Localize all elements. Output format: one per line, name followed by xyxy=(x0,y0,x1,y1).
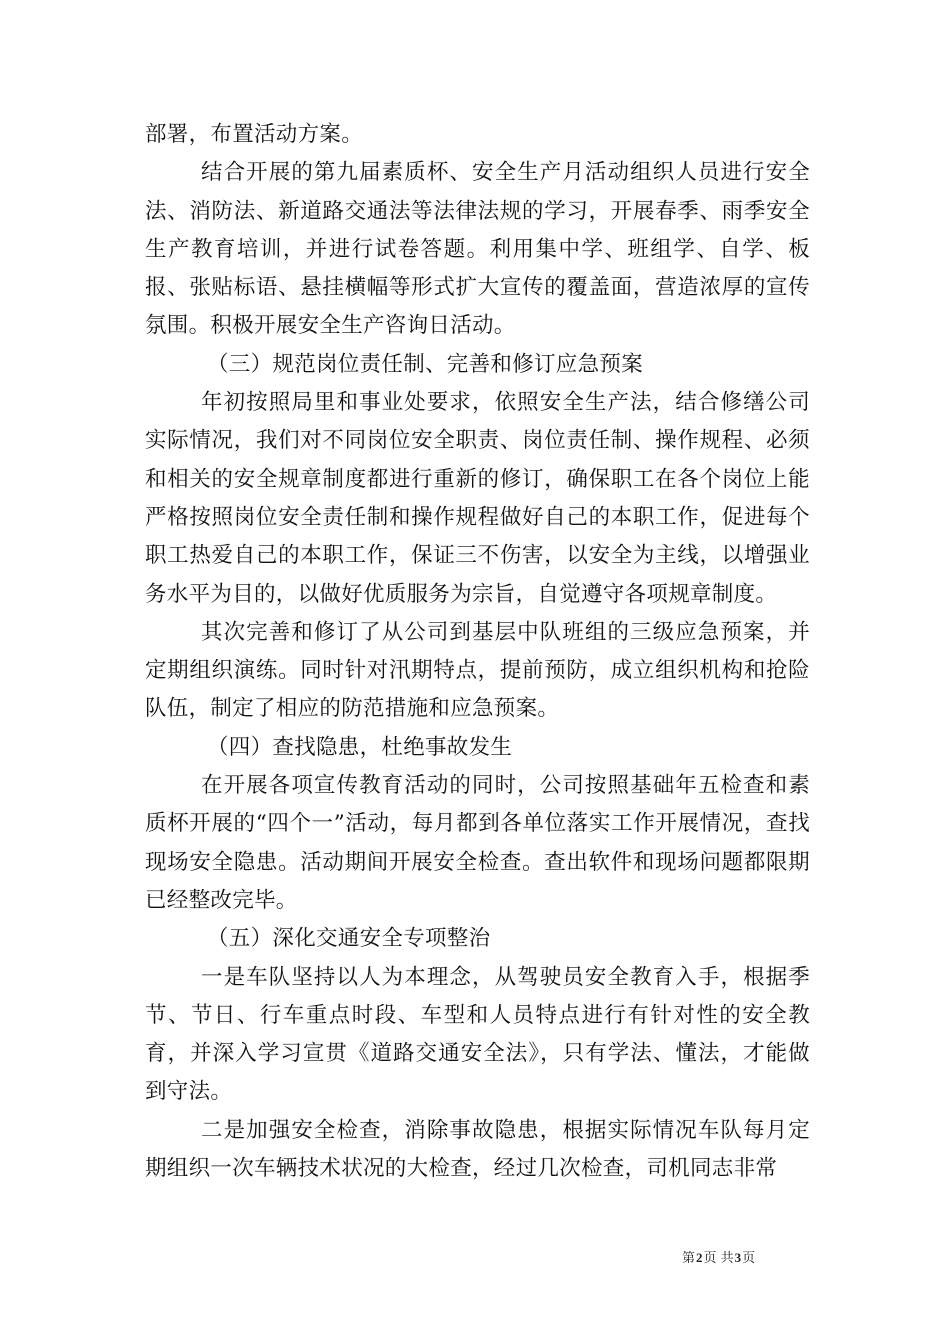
footer-prefix: 第 xyxy=(682,1251,696,1266)
section-heading-5: （五）深化交通安全专项整治 xyxy=(207,926,491,952)
paragraph-emergency-plan: 其次完善和修订了从公司到基层中队班组的三级应急预案，并定期组织演练。同时针对汛期特点，提前预防，成立组织机构和抢险队伍，制定了相应的防范措施和应急预案。 xyxy=(145,619,810,722)
paragraph-hazards: 在开展各项宣传教育活动的同时，公司按照基础年五检查和素质杯开展的“四个一”活动，每月都到各单位落实工作开展情况，查找现场安全隐患。活动期间开展安全检查。查出软件和现场问题都限期已经整改完毕。 xyxy=(145,773,810,913)
footer-total-pages: 3 xyxy=(734,1250,742,1265)
section-heading-3: （三）规范岗位责任制、完善和修订应急预案 xyxy=(207,351,644,377)
paragraph-safety-inspection: 二是加强安全检查，消除事故隐患，根据实际情况车队每月定期组织一次车辆技术状况的大检查，经过几次检查，司机同志非常 xyxy=(145,1117,810,1182)
footer-middle: 页 共 xyxy=(703,1251,734,1266)
paragraph-training: 结合开展的第九届素质杯、安全生产月活动组织人员进行安全法、消防法、新道路交通法等法律法规的学习，开展春季、雨季安全生产教育培训，并进行试卷答题。利用集中学、班组学、自学、板报、张贴标语、悬挂横幅等形式扩大宣传的覆盖面，营造浓厚的宣传氛围。积极开展安全生产咨询日活动。 xyxy=(145,160,810,339)
footer-current-page: 2 xyxy=(696,1250,703,1265)
paragraph-continuation: 部署，布置活动方案。 xyxy=(145,122,364,147)
paragraph-traffic-education: 一是车队坚持以人为本理念，从驾驶员安全教育入手，根据季节、节日、行车重点时段、车型和人员特点进行有针对性的安全教育，并深入学习宣贯《道路交通安全法》，只有学法、懂法，才能做到守法。 xyxy=(145,964,810,1105)
section-heading-4: （四）查找隐患，杜绝事故发生 xyxy=(207,734,513,760)
document-body xyxy=(145,116,810,1188)
paragraph-responsibility: 年初按照局里和事业处要求，依照安全生产法，结合修缮公司实际情况，我们对不同岗位安全职责、岗位责任制、操作规程、必须和相关的安全规章制度都进行重新的修订，确保职工在各个岗位上能严格按照岗位安全责任制和操作规程做好自己的本职工作，促进每个职工热爱自己的本职工作，保证三不伤害，以安全为主线，以增强业务水平为目的，以做好优质服务为宗旨，自觉遵守各项规章制度。 xyxy=(145,390,810,607)
footer-suffix: 页 xyxy=(742,1251,756,1266)
page-footer xyxy=(682,1249,812,1268)
